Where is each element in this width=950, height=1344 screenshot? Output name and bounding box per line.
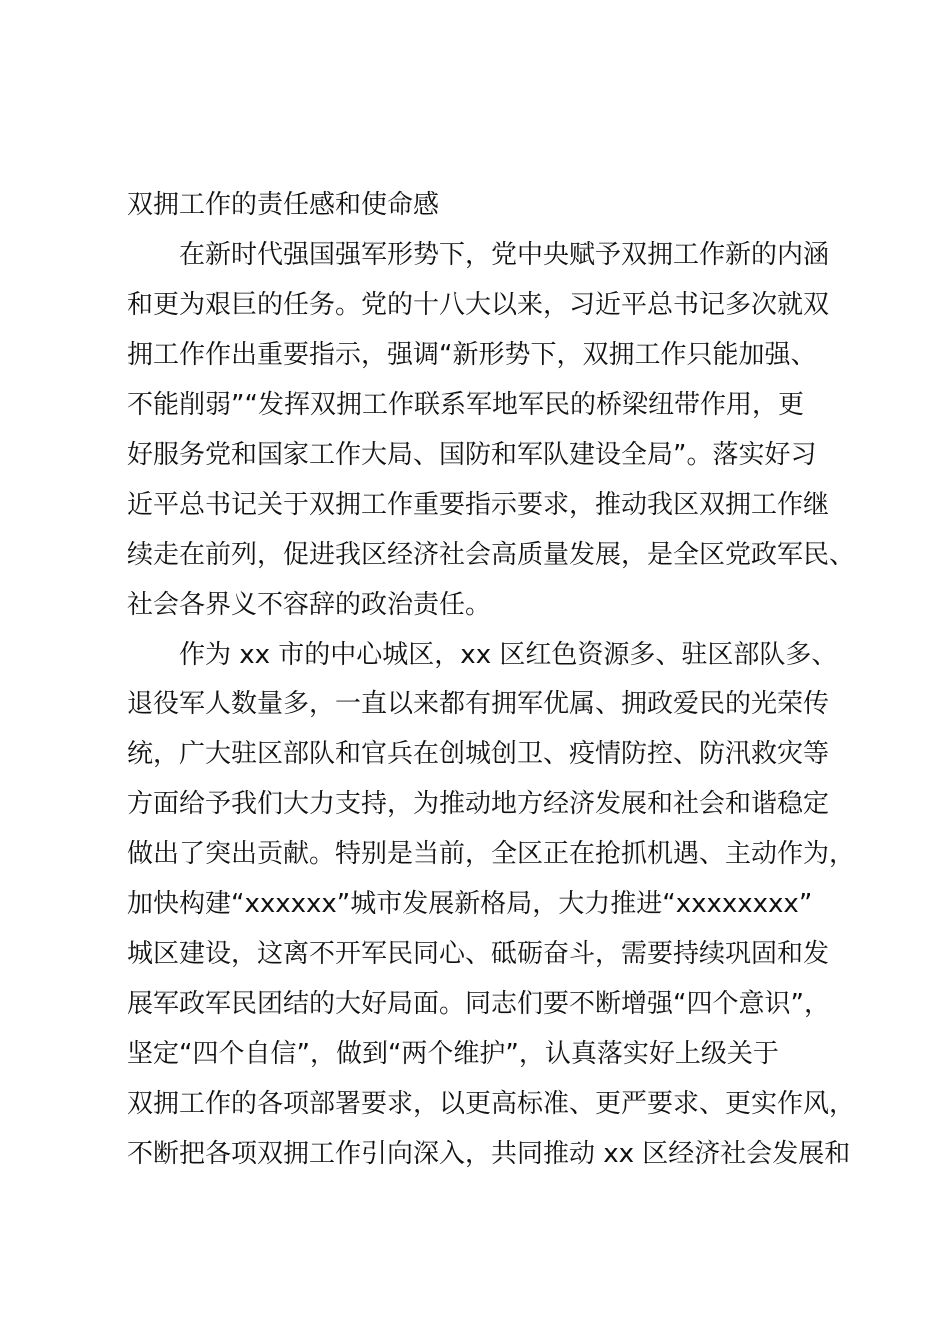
text-line: 不能削弱”“发挥双拥工作联系军地军民的桥梁纽带作用，更 xyxy=(127,390,804,420)
text-line: 拥工作作出重要指示，强调“新形势下，双拥工作只能加强、 xyxy=(127,340,817,370)
paragraph-first-line: 在新时代强国强军形势下，党中央赋予双拥工作新的内涵 xyxy=(179,240,830,270)
text-line: 做出了突出贡献。特别是当前，全区正在抢抓机遇、主动作为， xyxy=(127,839,856,869)
text-line: 展军政军民团结的大好局面。同志们要不断增强“四个意识”， xyxy=(127,989,830,1019)
text-line: 近平总书记关于双拥工作重要指示要求，推动我区双拥工作继 xyxy=(127,490,830,520)
text-line: 不断把各项双拥工作引向深入，共同推动 xx 区经济社会发展和 xyxy=(127,1139,851,1169)
text-line: 双拥工作的责任感和使命感 xyxy=(127,190,440,220)
paragraph-first-line: 作为 xx 市的中心城区，xx 区红色资源多、驻区部队多、 xyxy=(179,640,838,670)
text-line: 统，广大驻区部队和官兵在创城创卫、疫情防控、防汛救灾等 xyxy=(127,739,830,769)
text-line: 方面给予我们大力支持，为推动地方经济发展和社会和谐稳定 xyxy=(127,789,830,819)
text-line: 好服务党和国家工作大局、国防和军队建设全局”。落实好习 xyxy=(127,440,817,470)
text-line: 双拥工作的各项部署要求，以更高标准、更严要求、更实作风， xyxy=(127,1089,856,1119)
text-line: 加快构建“xxxxxx”城市发展新格局，大力推进“xxxxxxxx” xyxy=(127,889,813,919)
text-line: 续走在前列，促进我区经济社会高质量发展，是全区党政军民、 xyxy=(127,540,856,570)
text-line: 城区建设，这离不开军民同心、砥砺奋斗，需要持续巩固和发 xyxy=(127,939,830,969)
text-line: 和更为艰巨的任务。党的十八大以来，习近平总书记多次就双 xyxy=(127,290,830,320)
text-line: 社会各界义不容辞的政治责任。 xyxy=(127,590,492,620)
text-line: 坚定“四个自信”，做到“两个维护”，认真落实好上级关于 xyxy=(127,1039,779,1069)
text-line: 退役军人数量多，一直以来都有拥军优属、拥政爱民的光荣传 xyxy=(127,689,830,719)
